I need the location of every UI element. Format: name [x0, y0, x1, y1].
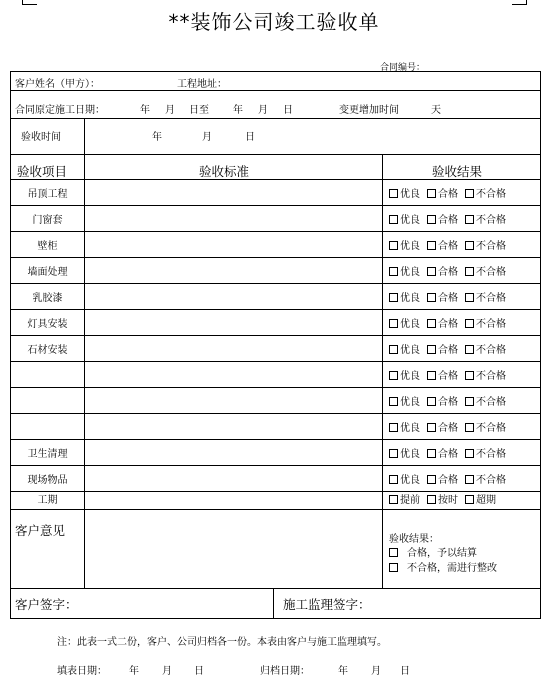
option-ontime-label: 按时: [438, 495, 458, 506]
option-pass-label: 合格: [438, 423, 458, 434]
pass-text: 合格，予以结算: [407, 548, 477, 559]
checkbox-good[interactable]: [389, 293, 398, 302]
corner-mark-right: [512, 0, 527, 5]
checkbox-pass[interactable]: [427, 189, 436, 198]
checkbox-fail[interactable]: [465, 475, 474, 484]
divider: [11, 509, 540, 510]
option-pass-label: 合格: [438, 241, 458, 252]
option-fail-label: 不合格: [476, 215, 506, 226]
option-good-label: 优良: [400, 475, 420, 486]
customer-name-label[interactable]: 客户姓名（甲方）：: [15, 79, 100, 90]
customer-opinion-label: 客户意见: [15, 523, 66, 538]
checkbox-pass[interactable]: [427, 241, 436, 250]
option-fail-label: 不合格: [476, 345, 506, 356]
result-options: [389, 315, 506, 330]
item-name: 乳胶漆: [32, 293, 63, 304]
option-good-label: 优良: [400, 423, 420, 434]
acceptance-time-label: 验收时间: [21, 132, 61, 143]
checkbox-fail[interactable]: [465, 215, 474, 224]
option-early-label: 提前: [400, 495, 420, 506]
option-pass-label: 合格: [438, 475, 458, 486]
result-options: [389, 367, 506, 382]
acceptance-form: [10, 71, 541, 619]
document-title: **装饰公司竣工验收单: [168, 10, 380, 34]
days-label[interactable]: 天: [431, 105, 441, 116]
item-name: 卫生清理: [27, 449, 68, 460]
checkbox-pass[interactable]: [389, 548, 398, 557]
fill-month[interactable]: 月: [162, 666, 172, 677]
result-options: [389, 445, 506, 460]
column-line: [84, 118, 85, 588]
option-pass-label: 合格: [438, 319, 458, 330]
start-year[interactable]: 年: [140, 105, 150, 116]
result-pass: [389, 544, 477, 559]
checkbox-good[interactable]: [389, 215, 398, 224]
option-good-label: 优良: [400, 345, 420, 356]
checkbox-pass[interactable]: [427, 397, 436, 406]
checkbox-fail[interactable]: [465, 345, 474, 354]
checkbox-fail[interactable]: [465, 319, 474, 328]
checkbox-good[interactable]: [389, 449, 398, 458]
checkbox-good[interactable]: [389, 475, 398, 484]
option-fail-label: 不合格: [476, 371, 506, 382]
result-options: [389, 289, 506, 304]
end-year[interactable]: 年: [233, 105, 243, 116]
result-options: [389, 237, 506, 252]
row-divider: [11, 439, 540, 440]
customer-signature-label[interactable]: 客户签字：: [15, 597, 78, 612]
checkbox-good[interactable]: [389, 319, 398, 328]
checkbox-fail[interactable]: [465, 241, 474, 250]
acceptance-month[interactable]: 月: [202, 132, 212, 143]
option-pass-label: 合格: [438, 345, 458, 356]
checkbox-fail[interactable]: [465, 267, 474, 276]
item-name: 灯具安装: [27, 319, 68, 330]
result-options: [389, 341, 506, 356]
archive-month[interactable]: 月: [371, 666, 381, 677]
archive-date-label[interactable]: 归档日期：: [260, 666, 310, 677]
row-divider: [11, 205, 540, 206]
checkbox-good[interactable]: [389, 371, 398, 380]
option-good-label: 优良: [400, 319, 420, 330]
result-options: [389, 211, 506, 226]
checkbox-good[interactable]: [389, 267, 398, 276]
result-options: [389, 393, 506, 408]
checkbox-good[interactable]: [389, 423, 398, 432]
result-fail: [389, 559, 497, 574]
change-time-label: 变更增加时间: [339, 105, 399, 116]
item-name: 墙面处理: [27, 267, 68, 278]
supervisor-signature-label[interactable]: 施工监理签字：: [283, 597, 371, 612]
row-divider: [11, 387, 540, 388]
result-title: 验收结果：: [389, 534, 439, 545]
checkbox-fail[interactable]: [465, 371, 474, 380]
divider: [11, 90, 540, 91]
option-pass-label: 合格: [438, 397, 458, 408]
item-name: 石材安装: [27, 345, 68, 356]
archive-day[interactable]: 日: [400, 666, 410, 677]
option-fail-label: 不合格: [476, 319, 506, 330]
result-options: [389, 419, 506, 434]
option-pass-label: 合格: [438, 293, 458, 304]
option-good-label: 优良: [400, 371, 420, 382]
row-divider: [11, 465, 540, 466]
contract-period-label: 合同原定施工日期：: [15, 105, 105, 116]
checkbox-pass[interactable]: [427, 293, 436, 302]
option-good-label: 优良: [400, 241, 420, 252]
result-options: [389, 263, 506, 278]
checkbox-good[interactable]: [389, 189, 398, 198]
contract-number-label[interactable]: 合同编号：: [380, 63, 426, 73]
option-late-label: 超期: [476, 495, 496, 506]
option-pass-label: 合格: [438, 189, 458, 200]
divider: [11, 118, 540, 119]
option-good-label: 优良: [400, 449, 420, 460]
checkbox-fail[interactable]: [465, 189, 474, 198]
option-pass-label: 合格: [438, 267, 458, 278]
checkbox-pass[interactable]: [427, 319, 436, 328]
archive-year[interactable]: 年: [338, 666, 348, 677]
fill-year[interactable]: 年: [129, 666, 139, 677]
acceptance-day[interactable]: 日: [245, 132, 255, 143]
fail-text: 不合格，需进行整改: [407, 563, 497, 574]
checkbox-pass[interactable]: [427, 371, 436, 380]
end-month[interactable]: 月: [258, 105, 268, 116]
row-divider: [11, 283, 540, 284]
header-result: 验收结果: [432, 164, 483, 179]
row-divider: [11, 257, 540, 258]
fill-day[interactable]: 日: [194, 666, 204, 677]
item-name: 门窗套: [32, 215, 63, 226]
corner-mark-left: [22, 0, 37, 5]
fill-date-label[interactable]: 填表日期：: [57, 666, 107, 677]
column-line: [273, 588, 274, 619]
option-good-label: 优良: [400, 215, 420, 226]
header-item: 验收项目: [17, 164, 68, 179]
header-standard: 验收标准: [199, 164, 250, 179]
row-divider: [11, 413, 540, 414]
option-good-label: 优良: [400, 293, 420, 304]
divider: [11, 588, 540, 589]
option-good-label: 优良: [400, 267, 420, 278]
row-divider: [11, 361, 540, 362]
checkbox-fail[interactable]: [465, 423, 474, 432]
checkbox-late[interactable]: [465, 495, 474, 504]
checkbox-fail[interactable]: [389, 563, 398, 572]
checkbox-good[interactable]: [389, 241, 398, 250]
option-pass-label: 合格: [438, 215, 458, 226]
start-month[interactable]: 月: [165, 105, 175, 116]
checkbox-fail[interactable]: [465, 449, 474, 458]
item-name: 吊顶工程: [27, 189, 68, 200]
row-divider: [11, 309, 540, 310]
checkbox-early[interactable]: [389, 495, 398, 504]
option-good-label: 优良: [400, 397, 420, 408]
project-address-label[interactable]: 工程地址：: [177, 79, 227, 90]
option-fail-label: 不合格: [476, 475, 506, 486]
option-fail-label: 不合格: [476, 241, 506, 252]
column-line: [382, 154, 383, 588]
checkbox-pass[interactable]: [427, 449, 436, 458]
option-good-label: 优良: [400, 189, 420, 200]
checkbox-good[interactable]: [389, 345, 398, 354]
option-fail-label: 不合格: [476, 449, 506, 460]
option-pass-label: 合格: [438, 371, 458, 382]
option-fail-label: 不合格: [476, 423, 506, 434]
checkbox-fail[interactable]: [465, 397, 474, 406]
checkbox-pass[interactable]: [427, 267, 436, 276]
divider: [11, 179, 540, 180]
result-options: [389, 471, 506, 486]
schedule-label: 工期: [37, 495, 58, 506]
start-day-to[interactable]: 日至: [189, 105, 209, 116]
checkbox-fail[interactable]: [465, 293, 474, 302]
row-divider: [11, 335, 540, 336]
checkbox-pass[interactable]: [427, 345, 436, 354]
option-fail-label: 不合格: [476, 293, 506, 304]
checkbox-good[interactable]: [389, 397, 398, 406]
footnote: 注：此表一式二份，客户、公司归档各一份。本表由客户与施工监理填写。: [57, 637, 387, 648]
row-divider: [11, 231, 540, 232]
schedule-options: [389, 491, 496, 506]
checkbox-pass[interactable]: [427, 215, 436, 224]
result-options: [389, 185, 506, 200]
checkbox-pass[interactable]: [427, 423, 436, 432]
end-day[interactable]: 日: [283, 105, 293, 116]
divider: [11, 154, 540, 155]
acceptance-year[interactable]: 年: [152, 132, 162, 143]
option-fail-label: 不合格: [476, 189, 506, 200]
item-name: 壁柜: [37, 241, 58, 252]
option-fail-label: 不合格: [476, 267, 506, 278]
item-name: 现场物品: [27, 475, 68, 486]
checkbox-pass[interactable]: [427, 475, 436, 484]
checkbox-ontime[interactable]: [427, 495, 436, 504]
option-fail-label: 不合格: [476, 397, 506, 408]
option-pass-label: 合格: [438, 449, 458, 460]
